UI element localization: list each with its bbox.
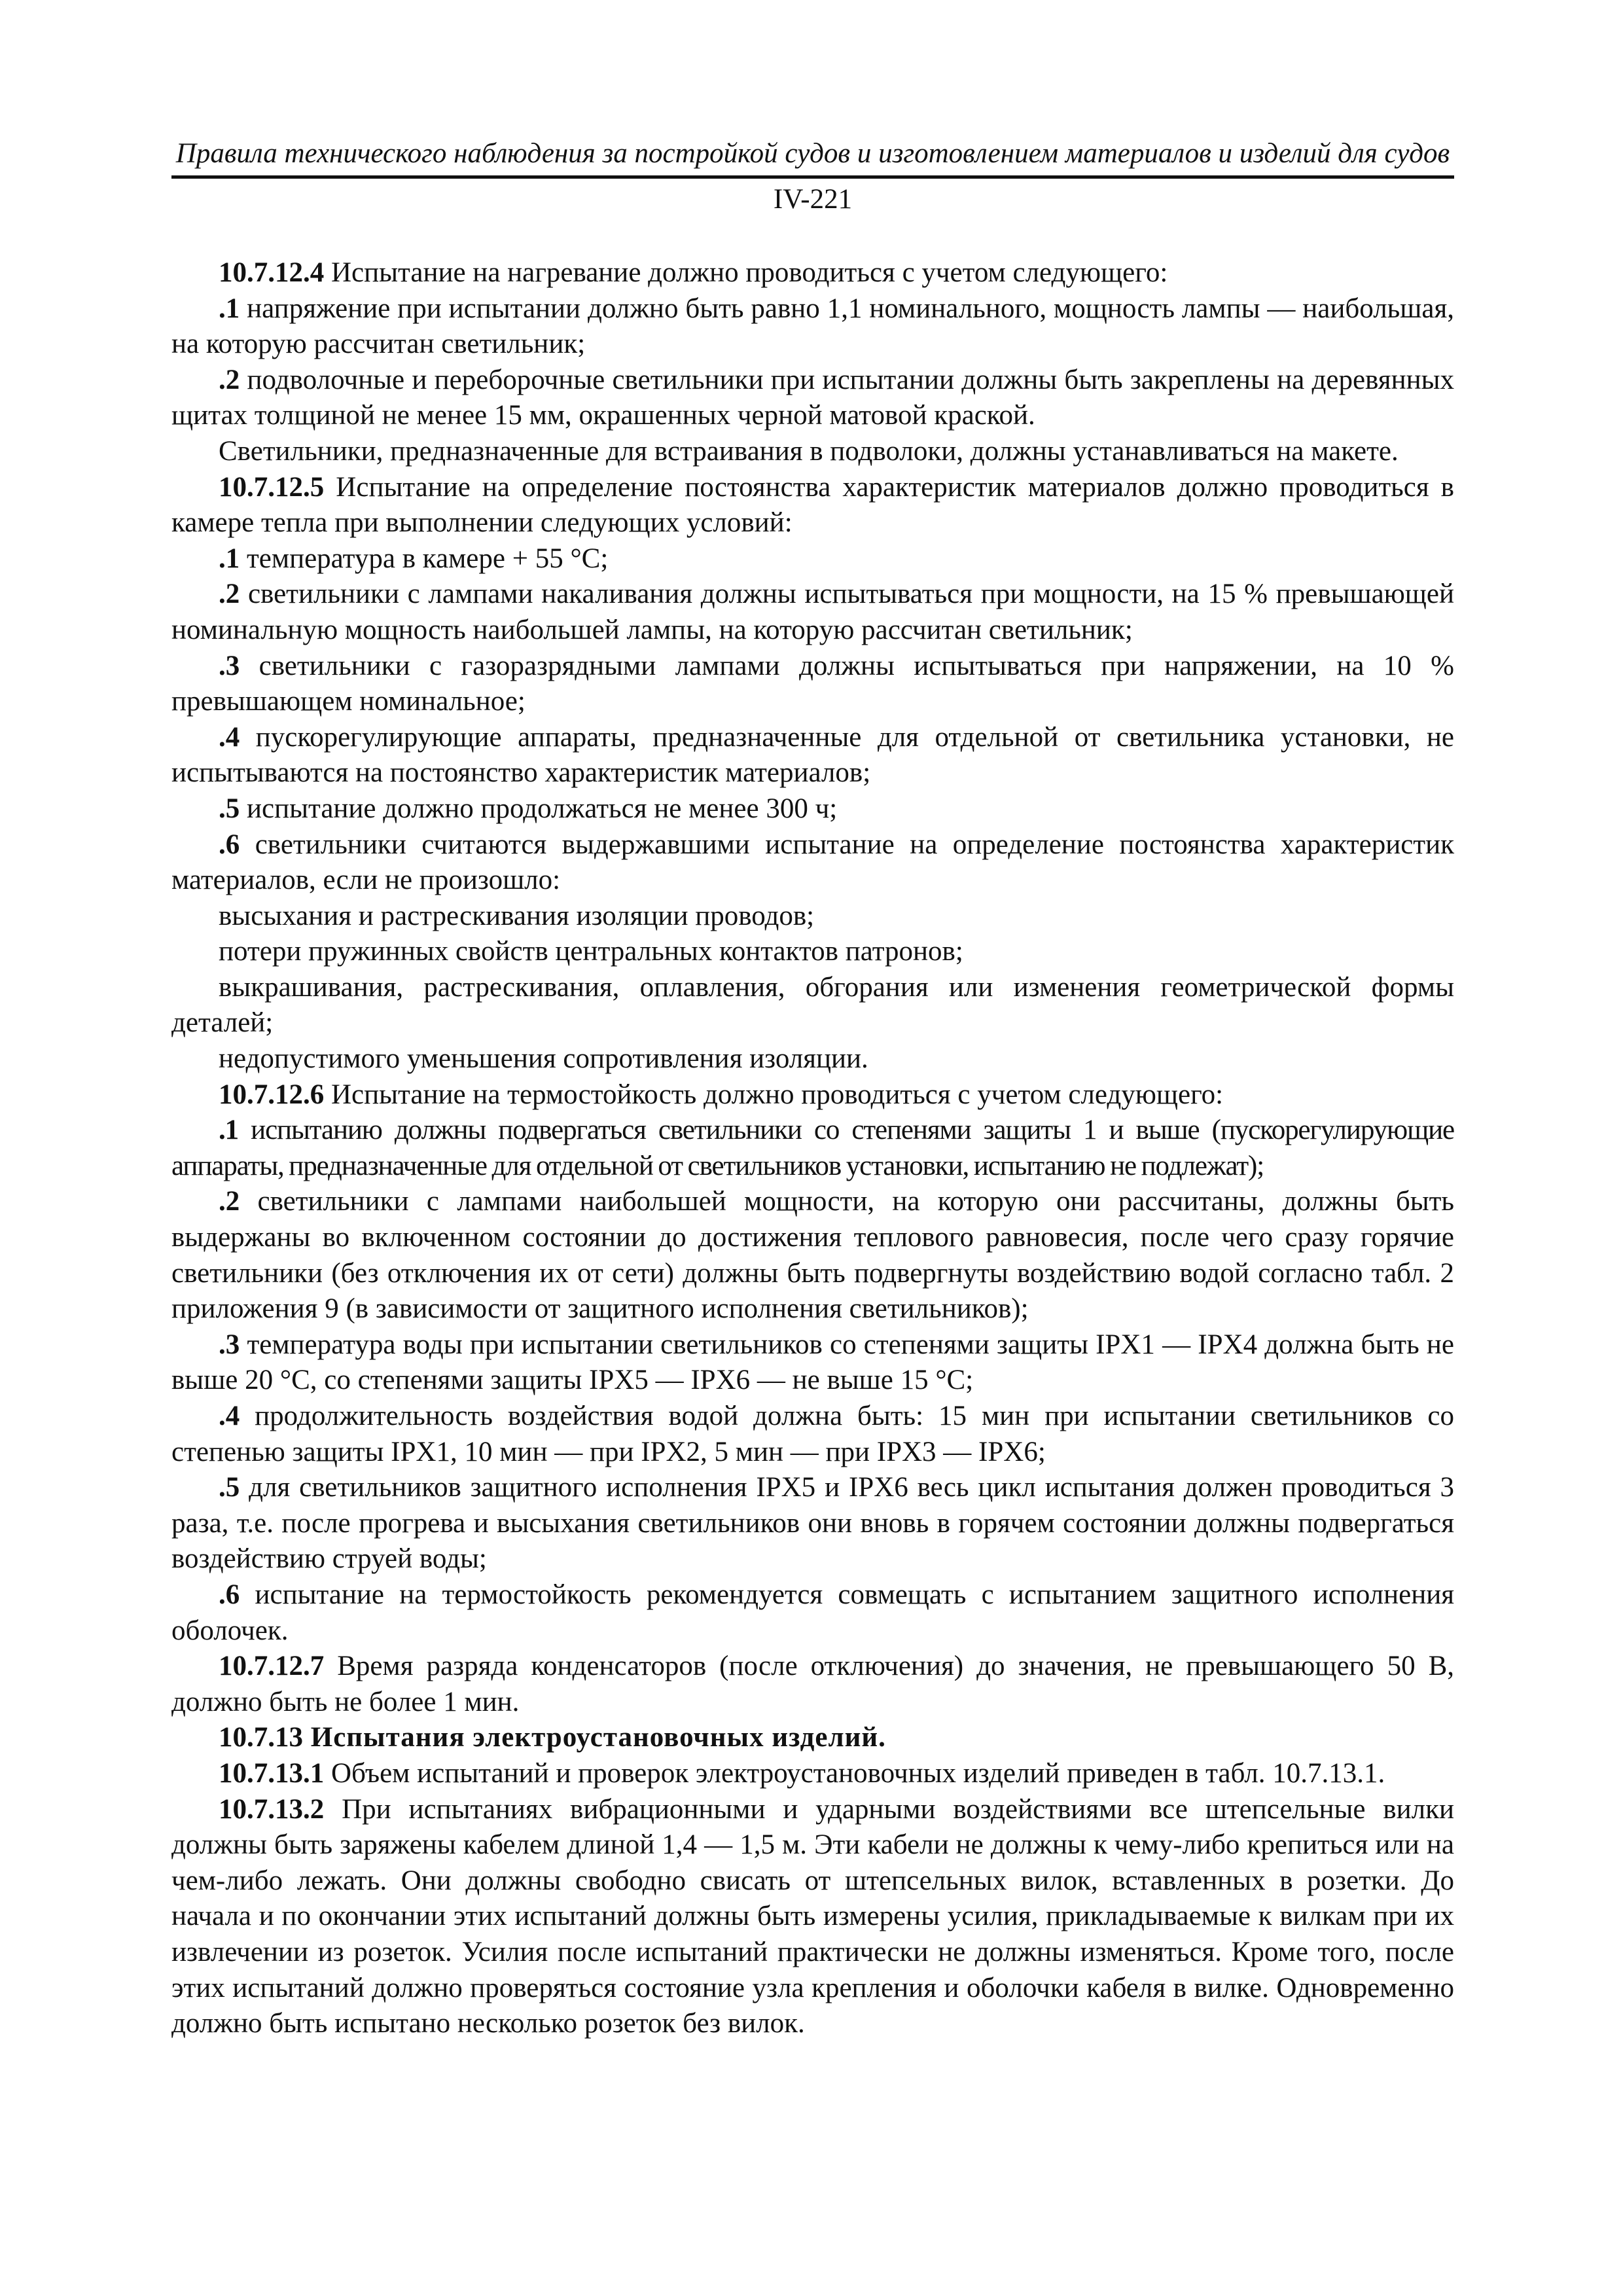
clause-number: .2 — [219, 364, 240, 395]
clause-number: .2 — [219, 579, 240, 610]
list-item — [171, 649, 1454, 720]
clause-number: .5 — [219, 1472, 240, 1503]
page-header — [171, 136, 1454, 217]
clause-paragraph — [171, 470, 1454, 541]
text-paragraph — [171, 1041, 1454, 1077]
list-item — [171, 827, 1454, 899]
clause-paragraph — [171, 1756, 1454, 1792]
clause-number: 10.7.12.6 — [219, 1079, 325, 1110]
section-heading — [171, 1720, 1454, 1756]
page-number: IV-221 — [773, 184, 853, 215]
clause-number: 10.7.12.4 — [219, 257, 325, 288]
list-item — [171, 791, 1454, 827]
list-item — [171, 1113, 1454, 1184]
clause-number: .6 — [219, 1579, 240, 1610]
paragraph-text: выкрашивания, растрескивания, оплавления, обгорания или изменения геометрической формы деталей; — [171, 971, 1454, 1039]
list-item — [171, 1399, 1454, 1470]
text-paragraph — [171, 934, 1454, 970]
clause-number: 10.7.12.7 — [219, 1651, 325, 1682]
paragraph-text: Испытание на нагревание должно проводиться с учетом следующего: — [324, 257, 1168, 288]
clause-number: .1 — [219, 1115, 239, 1146]
clause-number: .3 — [219, 650, 240, 681]
paragraph-text: Светильники, предназначенные для встраивания в подволоки, должны устанавливаться на макете. — [219, 435, 1399, 467]
clause-number: .1 — [219, 543, 240, 574]
paragraph-text: При испытаниях вибрационными и ударными воздействиями все штепсельные вилки должны быть заряжены кабелем длиной 1,4 — 1,5 м. Эти кабели не должны к чему-либо крепиться или на чем-либо лежать. Они должны свободно свисать от штепсельных вилок, вставленных в розетки. До начала и по окончании этих испытаний должны быть измерены усилия, прикладываемые к вилкам при их извлечении из розеток. Усилия после испытаний практически не должны изменяться. Кроме того, после этих испытаний должно проверяться состояние узла крепления и оболочки кабеля в вилке. Одновременно должно быть испытано несколько розеток без вилок. — [171, 1793, 1454, 2039]
paragraph-text: пускорегулирующие аппараты, предназначенные для отдельной от светильника установки, не испытываются на постоянство характеристик материалов; — [171, 721, 1454, 789]
paragraph-text: температура в камере + 55 °С; — [240, 543, 609, 574]
clause-number: 10.7.13.1 — [219, 1757, 325, 1789]
clause-number: .4 — [219, 721, 240, 753]
list-item — [171, 363, 1454, 434]
text-paragraph — [171, 434, 1454, 470]
clause-number: .3 — [219, 1329, 240, 1360]
list-item — [171, 1327, 1454, 1399]
clause-number: .5 — [219, 793, 240, 824]
paragraph-text: подволочные и переборочные светильники при испытании должны быть закреплены на деревянных щитах толщиной не менее 15 мм, окрашенных черной матовой краской. — [171, 364, 1454, 431]
paragraph-text: недопустимого уменьшения сопротивления изоляции. — [219, 1043, 868, 1075]
paragraph-text: светильники с лампами наибольшей мощности, на которую они рассчитаны, должны быть выдержаны во включенном состоянии до достижения теплового равновесия, после чего сразу горячие светильники (без отключения их от сети) должны быть подвергнуты воздействию водой согласно табл. 2 приложения 9 (в зависимости от защитного исполнения светильников); — [171, 1186, 1454, 1325]
paragraph-text: для светильников защитного исполнения IPX5 и IPX6 весь цикл испытания должен проводиться 3 раза, т.е. после прогрева и высыхания светильников они вновь в горячем состоянии должны подвергаться воздействию струей воды; — [171, 1472, 1454, 1575]
list-item — [171, 720, 1454, 791]
clause-paragraph — [171, 1077, 1454, 1113]
document-body — [171, 255, 1454, 2042]
list-item — [171, 1577, 1454, 1649]
paragraph-text: Объем испытаний и проверок электроустановочных изделий приведен в табл. 10.7.13.1. — [324, 1757, 1385, 1789]
paragraph-text: испытание на термостойкость рекомендуется совмещать с испытанием защитного исполнения оболочек. — [171, 1579, 1454, 1646]
text-paragraph — [171, 970, 1454, 1041]
list-item — [171, 541, 1454, 577]
paragraph-text: Испытание на определение постоянства характеристик материалов должно проводиться в камере тепла при выполнении следующих условий: — [171, 471, 1454, 539]
clause-paragraph — [171, 1649, 1454, 1720]
clause-number: .2 — [219, 1186, 240, 1217]
text-paragraph — [171, 899, 1454, 935]
paragraph-text: испытанию должны подвергаться светильники со степенями защиты 1 и выше (пускорегулирующие аппараты, предназначенные для отдельной от светильников установки, испытанию не подлежат); — [171, 1115, 1454, 1181]
paragraph-text: высыхания и растрескивания изоляции проводов; — [219, 900, 815, 931]
paragraph-text: Время разряда конденсаторов (после отключения) до значения, не превышающего 50 В, должно быть не более 1 мин. — [171, 1651, 1454, 1717]
paragraph-text: потери пружинных свойств центральных контактов патронов; — [219, 936, 963, 967]
paragraph-text: продолжительность воздействия водой должна быть: 15 мин при испытании светильников со степенью защиты IPX1, 10 мин — при IPX2, 5 мин — при IPX3 — IPX6; — [171, 1401, 1454, 1467]
list-item — [171, 291, 1454, 363]
clause-number: .6 — [219, 829, 240, 860]
clause-number: .4 — [219, 1401, 240, 1431]
list-item — [171, 1470, 1454, 1577]
list-item — [171, 577, 1454, 648]
paragraph-text: испытание должно продолжаться не менее 300 ч; — [240, 793, 838, 824]
running-header-title: Правила технического наблюдения за постройкой судов и изготовлением материалов и изделий для судов — [171, 136, 1454, 179]
paragraph-text: светильники с газоразрядными лампами должны испытываться при напряжении, на 10 % превышающем номинальное; — [171, 650, 1454, 717]
paragraph-text: напряжение при испытании должно быть равно 1,1 номинального, мощность лампы — наибольшая, на которую рассчитан светильник; — [171, 293, 1454, 360]
clause-number: 10.7.13.2 — [219, 1793, 325, 1825]
paragraph-text: светильники с лампами накаливания должны испытываться при мощности, на 15 % превышающей номинальную мощность наибольшей лампы, на которую рассчитан светильник; — [171, 579, 1454, 645]
list-item — [171, 1184, 1454, 1327]
paragraph-text: температура воды при испытании светильников со степенями защиты IPX1 — IPX4 должна быть не выше 20 °С, со степенями защиты IPX5 — IPX6 — не выше 15 °С; — [171, 1329, 1454, 1396]
paragraph-text: светильники считаются выдержавшими испытание на определение постоянства характеристик материалов, если не произошло: — [171, 829, 1454, 896]
clause-paragraph — [171, 255, 1454, 291]
paragraph-text: Испытание на термостойкость должно проводиться с учетом следующего: — [324, 1079, 1224, 1110]
clause-number: .1 — [219, 293, 240, 324]
clause-paragraph — [171, 1792, 1454, 2042]
paragraph-text: Испытания электроустановочных изделий. — [303, 1722, 886, 1753]
clause-number: 10.7.12.5 — [219, 471, 325, 503]
clause-number: 10.7.13 — [219, 1722, 303, 1753]
